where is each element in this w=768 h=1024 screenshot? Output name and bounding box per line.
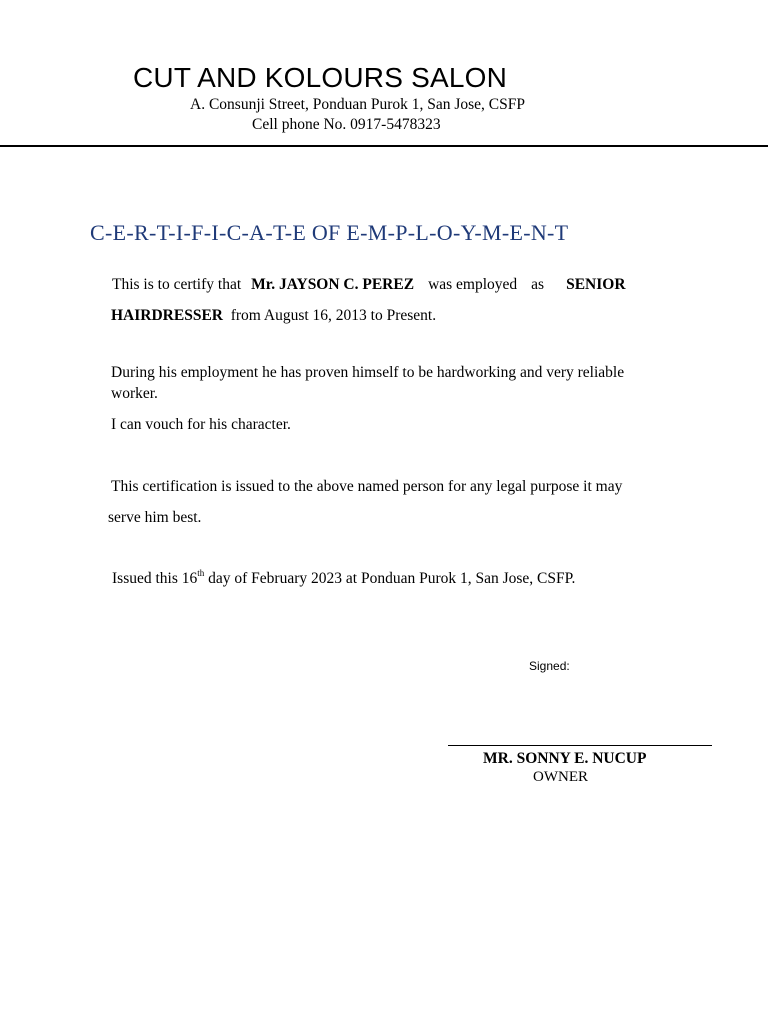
certify-intro: This is to certify that xyxy=(112,276,242,293)
header-divider xyxy=(0,145,768,147)
issued-suffix: day of February 2023 at Ponduan Purok 1, San Jose, CSFP. xyxy=(204,570,576,587)
issued-prefix: Issued this 16 xyxy=(112,570,198,587)
date-ordinal-suffix: th xyxy=(197,568,205,578)
was-employed-text: was employed xyxy=(428,276,518,293)
as-text: as xyxy=(531,276,545,293)
character-statement: I can vouch for his character. xyxy=(111,416,291,433)
issued-date-statement xyxy=(112,570,575,588)
salon-phone: Cell phone No. 0917-5478323 xyxy=(252,116,441,133)
signature-line xyxy=(448,745,712,746)
signed-label: Signed: xyxy=(529,659,570,673)
certify-paragraph-line-2 xyxy=(111,307,436,325)
performance-paragraph-line-1: During his employment he has proven himself to be hardworking and very reliable xyxy=(111,364,625,381)
signer-name: MR. SONNY E. NUCUP xyxy=(483,750,647,767)
position-title-part-1: SENIOR xyxy=(566,276,626,293)
certify-paragraph-line-1 xyxy=(112,276,626,294)
employment-period: from August 16, 2013 to Present. xyxy=(230,307,437,324)
performance-paragraph-line-2: worker. xyxy=(111,385,158,402)
certificate-title: C-E-R-T-I-F-I-C-A-T-E OF E-M-P-L-O-Y-M-E-N-T xyxy=(90,220,569,245)
salon-name: CUT AND KOLOURS SALON xyxy=(133,62,507,93)
purpose-paragraph-line-2: serve him best. xyxy=(108,509,202,526)
employee-name: Mr. JAYSON C. PEREZ xyxy=(251,276,415,293)
signer-role: OWNER xyxy=(533,769,588,785)
salon-address: A. Consunji Street, Ponduan Purok 1, San Jose, CSFP xyxy=(190,96,526,113)
position-title-part-2: HAIRDRESSER xyxy=(111,307,223,324)
purpose-paragraph-line-1: This certification is issued to the above named person for any legal purpose it may xyxy=(111,478,623,495)
